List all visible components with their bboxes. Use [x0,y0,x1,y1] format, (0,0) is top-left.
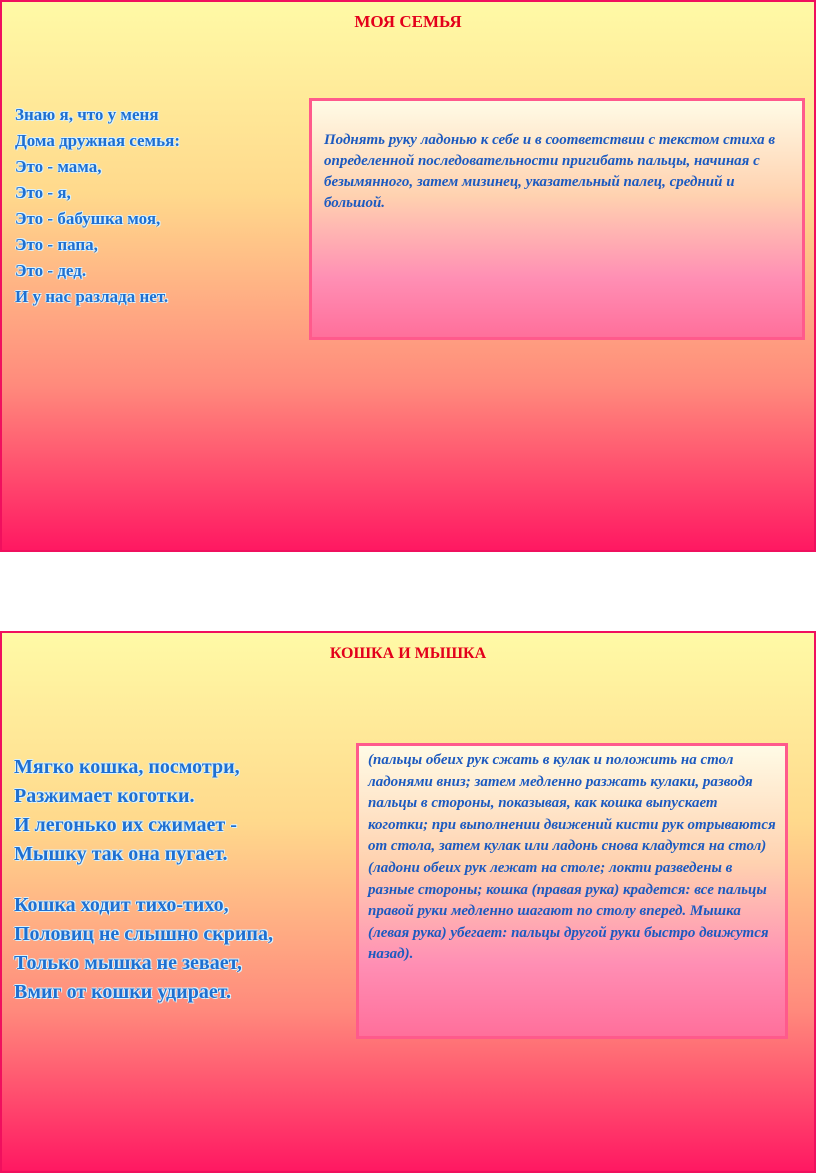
instruction-paragraph: (пальцы обеих рук сжать в кулак и положить на стол ладонями вниз; затем медленно разжать кулаки, разводя пальцы в стороны, показывая, как кошка выпускает коготки; при выполнении движений кисти рук отрываются от стола, затем кулак или ладонь снова кладутся на стол) [368,752,776,855]
poem-line: Это - бабушка моя, [15,209,161,228]
card-cat-and-mouse [0,631,816,1173]
poem-line: Только мышка не зевает, [14,952,242,974]
poem-line: Это - я, [15,183,71,202]
poem-line: Это - дед. [15,261,87,280]
card-my-family [0,0,816,552]
poem-line: Мышку так она пугает. [14,843,228,865]
poem-line: Половиц не слышно скрипа, [14,923,273,945]
poem-line: И легонько их сжимает - [14,814,237,836]
poem-line: Знаю я, что у меня [15,105,159,124]
poem-line: Это - мама, [15,157,102,176]
poem [15,102,180,310]
poem-line: Кошка ходит тихо-тихо, [14,894,229,916]
instruction-text: Поднять руку ладонью к себе и в соответствии с текстом стиха в определенной последовательности пригибать пальцы, начиная с безымянного, затем мизинец, указательный палец, средний и большой. [324,132,776,211]
poem-line: Это - папа, [15,235,98,254]
poem-line: Разжимает коготки. [14,785,195,807]
instruction-box [356,743,788,1039]
poem-line: Вмиг от кошки удирает. [14,981,232,1003]
instruction-box [309,98,805,340]
card-title: КОШКА И МЫШКА [329,645,487,662]
stanza-gap [14,869,273,891]
poem-line: Мягко кошка, посмотри, [14,756,240,778]
instruction-text [368,750,778,966]
instruction-paragraph: (ладони обеих рук лежат на столе; локти разведены в разные стороны; кошка (правая рука) крадется: все пальцы правой руки медленно шагают по столу вперед. Мышка (левая рука) убегает: пальцы другой руки быстро движутся назад). [368,859,769,963]
poem [14,753,273,1007]
poem-line: И у нас разлада нет. [15,287,169,306]
card-title: МОЯ СЕМЬЯ [354,12,462,31]
poem-line: Дома дружная семья: [15,131,180,150]
